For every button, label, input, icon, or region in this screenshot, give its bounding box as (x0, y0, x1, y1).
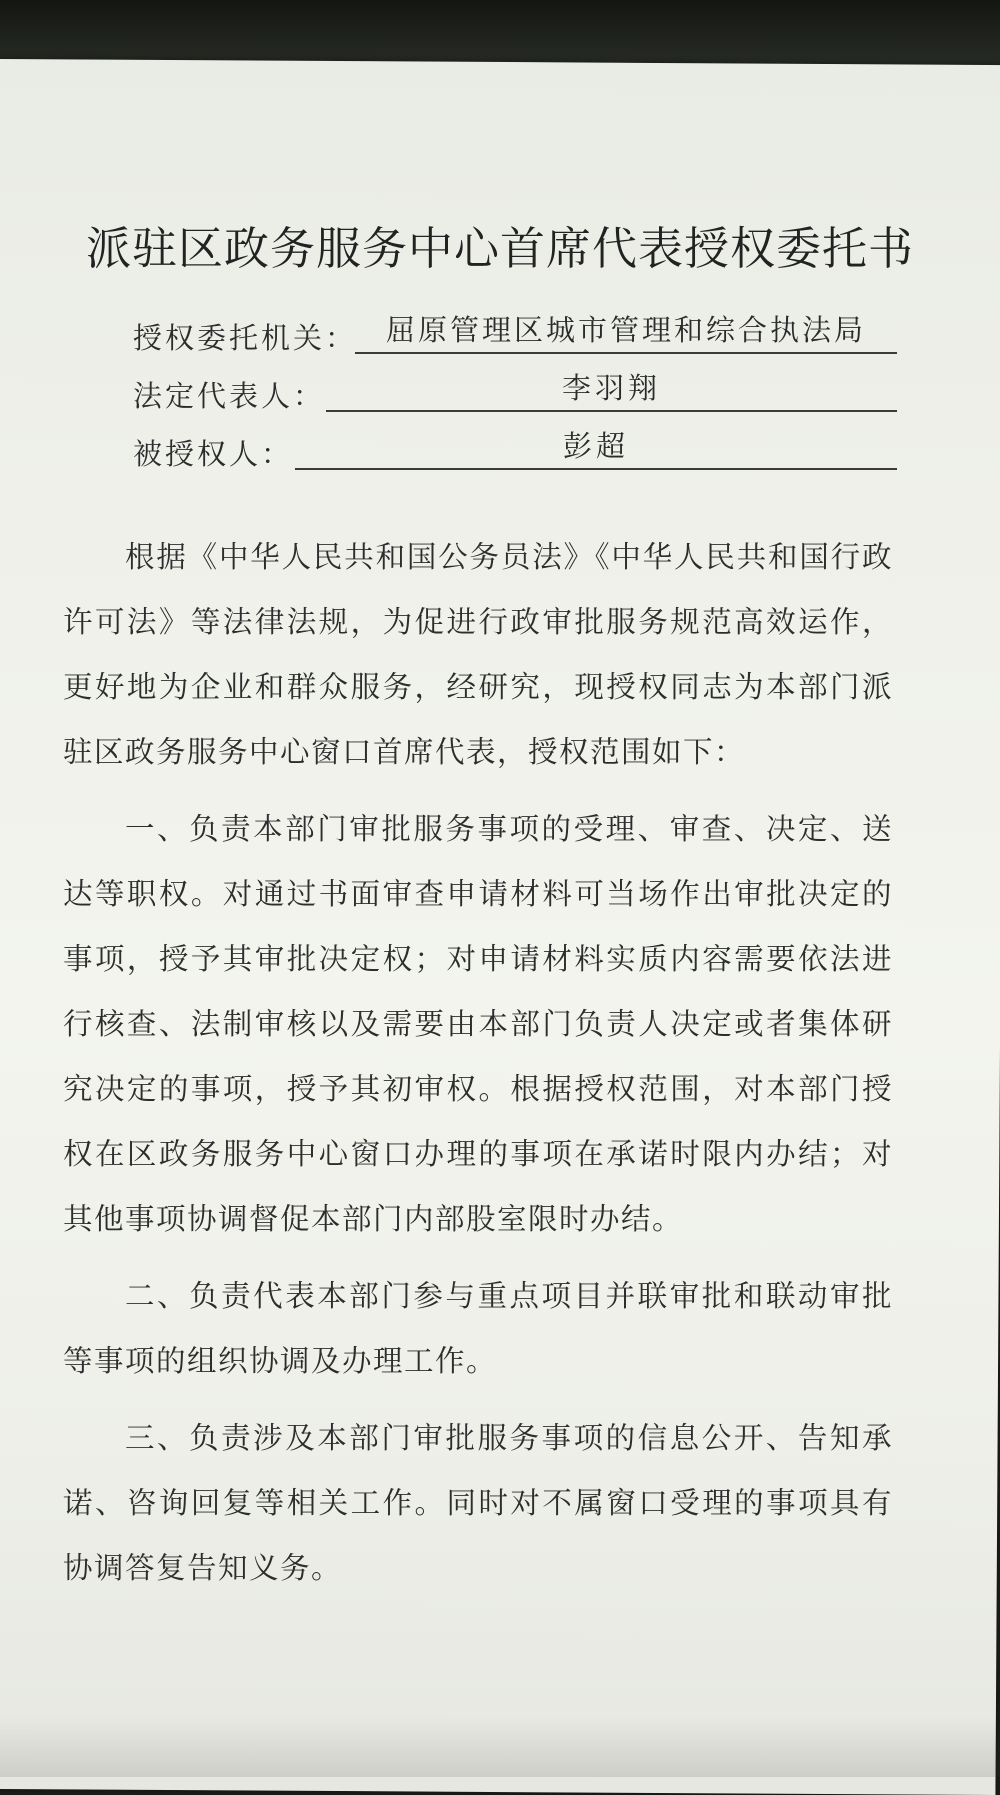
paragraph-preamble: 根据《中华人民共和国公务员法》《中华人民共和国行政许可法》等法律法规，为促进行政审批服务规范高效运作，更好地为企业和群众服务，经研究，现授权同志为本部门派驻区政务服务中心窗口首席代表，授权范围如下： (63, 540, 893, 769)
photo-shadow (0, 1717, 1000, 1777)
authorizing-agency-label: 授权委托机关： (133, 321, 358, 355)
authorized-person-value: 彭超 (295, 426, 897, 470)
paragraph-item-1: 一、负责本部门审批服务事项的受理、审查、决定、送达等职权。对通过书面审查申请材料可当场作出审批决定的事项，授予其审批决定权；对申请材料实质内容需要依法进行核查、法制审核以及需要由本部门负责人决定或者集体研究决定的事项，授予其初审权。根据授权范围，对本部门授权在区政务服务中心窗口办理的事项在承诺时限内办结；对其他事项协调督促本部门内部股室限时办结。 (63, 812, 893, 1236)
paragraph-item-2: 二、负责代表本部门参与重点项目并联审批和联动审批等事项的组织协调及办理工作。 (63, 1279, 893, 1378)
document-body (63, 525, 893, 1601)
legal-rep-value: 李羽翔 (326, 368, 897, 412)
paragraph-item-3: 三、负责涉及本部门审批服务事项的信息公开、告知承诺、咨询回复等相关工作。同时对不属窗口受理的事项具有协调答复告知义务。 (63, 1421, 893, 1585)
authorized-person-label: 被授权人： (133, 437, 294, 471)
field-authorized-person (133, 428, 913, 472)
authorizing-agency-value: 屈原管理区城市管理和综合执法局 (355, 310, 897, 354)
field-authorizing-agency (133, 312, 913, 356)
legal-rep-label: 法定代表人： (133, 379, 326, 413)
document-title: 派驻区政务服务中心首席代表授权委托书 (85, 222, 914, 275)
field-legal-representative (133, 370, 913, 414)
